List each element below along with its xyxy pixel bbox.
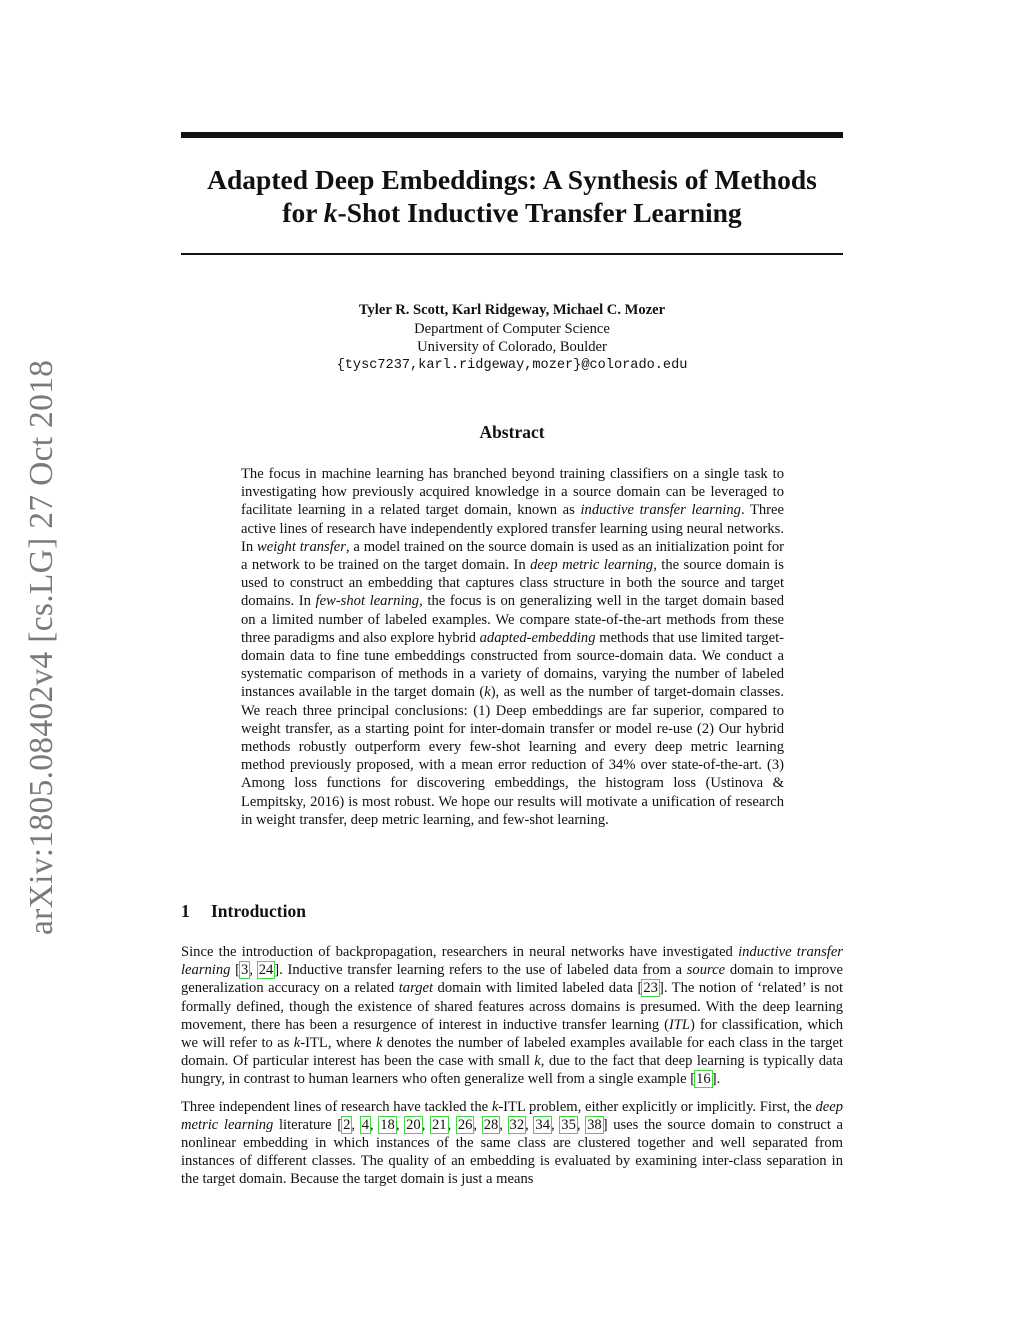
citation-link[interactable]: 2 [343,1116,351,1133]
citation-link[interactable]: 26 [457,1116,473,1133]
abstract-body [241,465,784,829]
citation-link[interactable]: 34 [535,1116,550,1133]
citation-link[interactable]: 38 [587,1116,602,1133]
citation-link[interactable]: 20 [406,1116,421,1133]
author-email[interactable]: {tysc7237,karl.ridgeway,mozer}@colorado.edu [336,357,688,373]
author-university: University of Colorado, Boulder [417,339,607,355]
citation-link[interactable]: 35 [561,1116,576,1133]
title-bottom-rule [181,253,843,255]
title-top-rule [181,132,843,138]
title-line-1: Adapted Deep Embeddings: A Synthesis of Methods [207,164,817,195]
citation-link[interactable]: 4 [361,1116,369,1133]
arxiv-identifier[interactable]: arXiv:1805.08402v4 [cs.LG] 27 Oct 2018 [23,359,60,935]
paper-title [181,163,843,229]
intro-paragraph-2: Three independent lines of research have tackled the k-ITL problem, either explicitly or implicitly. First, the deep metric learning literature [2, 4, 18, 20, 21, 26, 28, 32, 34, 35, 38] uses the source domain to construct a nonlinear embedding in which instances of the same class are clustered together and well separated from instances of different classes. The quality of an embedding is evaluated by examining inter-class separation in the target domain. Because the target domain is just a means [181,1098,844,1188]
section-heading-introduction [181,901,843,922]
citation-link[interactable]: 3 [241,962,249,979]
citation-link[interactable]: 18 [380,1116,395,1133]
title-line-2: for k-Shot Inductive Transfer Learning [282,197,742,228]
abstract-heading: Abstract [479,422,545,442]
citation-link[interactable]: 23 [643,980,658,997]
section-title: Introduction [211,901,306,921]
introduction-body [181,943,843,1198]
citation-link[interactable]: 32 [509,1116,525,1133]
abstract-paragraph: The focus in machine learning has branched beyond training classifiers on a single task to investigating how previously acquired knowledge in a source domain can be leveraged to facilitate learning in a related target domain, known as inductive transfer learning. Three active lines of research have independently explored transfer learning using neural networks. In weight transfer, a model trained on the source domain is used as an initialization point for a network to be trained on the target domain. In deep metric learning, the source domain is used to construct an embedding that captures class structure in both the source and target domains. In few-shot learning, the focus is on generalizing well in the target domain based on a limited number of labeled examples. We compare state-of-the-art methods from these three paradigms and also explore hybrid adapted-embedding methods that use limited target-domain data to fine tune embeddings constructed from source-domain data. We conduct a systematic comparison of methods in a variety of domains, varying the number of labeled instances available in the target domain (k), as well as the number of target-domain classes. We reach three principal conclusions: (1) Deep embeddings are far superior, compared to weight transfer, as a starting point for inter-domain transfer or model re-use (2) Our hybrid methods robustly outperform every few-shot learning and every deep metric learning method previously proposed, with a mean error reduction of 34% over state-of-the-art. (3) Among loss functions for discovering embeddings, the histogram loss (Ustinova & Lempitsky, 2016) is most robust. We hope our results will motivate a unification of research in weight transfer, deep metric learning, and few-shot learning. [241,466,784,828]
section-number: 1 [181,901,190,921]
author-names: Tyler R. Scott, Karl Ridgeway, Michael C. Mozer [358,302,666,318]
author-block [181,301,843,375]
citation-link[interactable]: 16 [696,1071,711,1088]
citation-link[interactable]: 21 [431,1116,447,1133]
citation-link[interactable]: 24 [258,962,274,979]
citation-link[interactable]: 28 [483,1116,499,1133]
intro-paragraph-1: Since the introduction of backpropagation, researchers in neural networks have investigated inductive transfer learning [3, 24]. Inductive transfer learning refers to the use of labeled data from a source domain to improve generalization accuracy on a related target domain with limited labeled data [23]. The notion of ‘related’ is not formally defined, though the existence of shared features across domains is presumed. With the deep learning movement, there has been a resurgence of interest in inductive transfer learning (ITL) for classification, which we will refer to as k-ITL, where k denotes the number of labeled examples available for each class in the target domain. Of particular interest has been the case with small k, due to the fact that deep learning is typically data hungry, in contrast to human learners who often generalize well from a single example [16]. [181,944,843,1088]
author-department: Department of Computer Science [414,320,610,337]
